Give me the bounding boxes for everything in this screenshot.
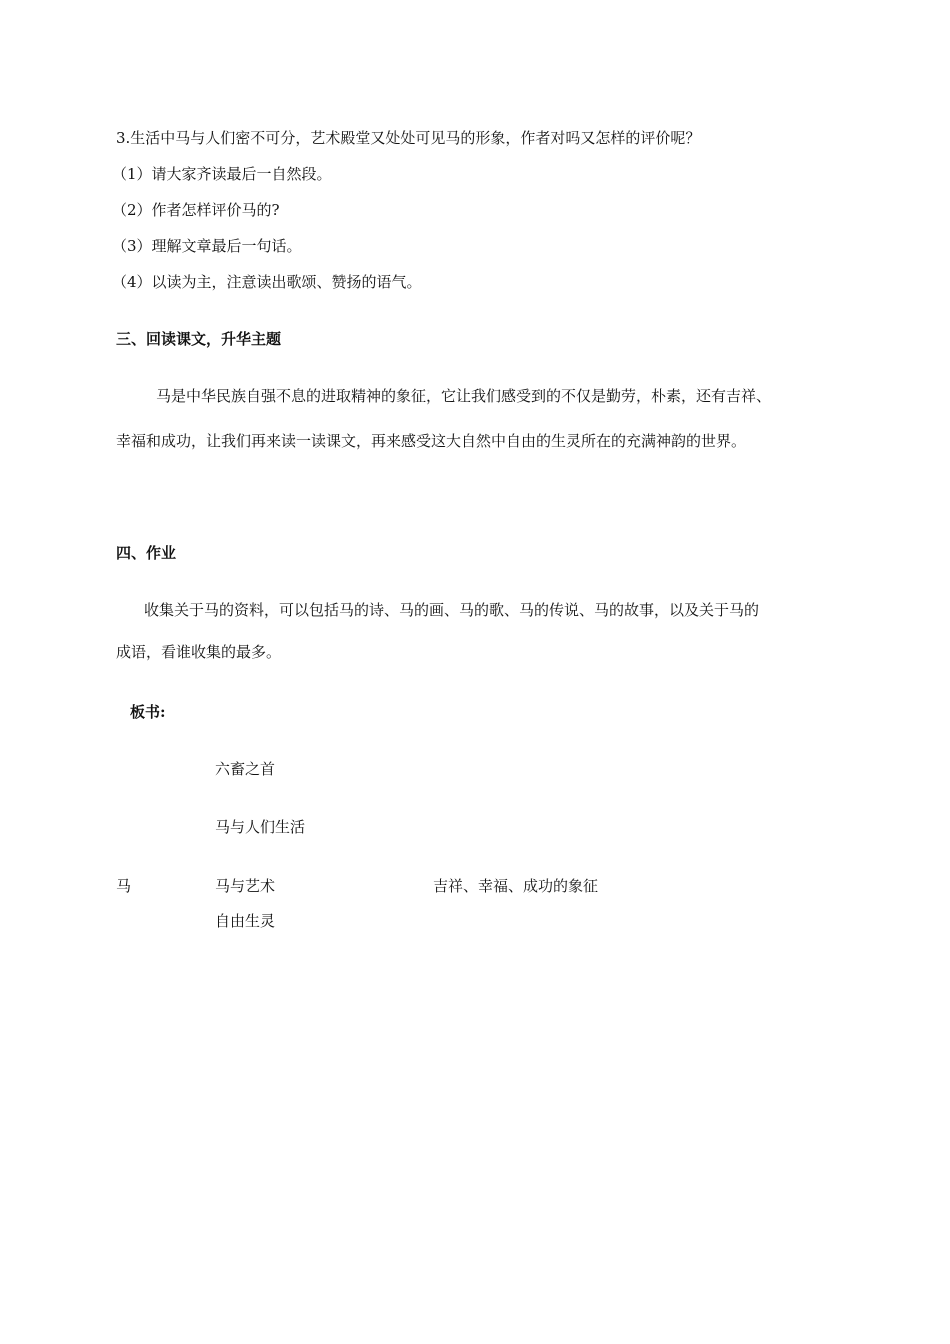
question-3-item-3: （3）理解文章最后一句话。	[112, 237, 302, 255]
board-label: 板书:	[130, 703, 166, 721]
section-3-paragraph-line-1: 马是中华民族自强不息的进取精神的象征，它让我们感受到的不仅是勤劳，朴素，还有吉祥、	[156, 387, 772, 405]
board-summary: 吉祥、幸福、成功的象征	[433, 877, 599, 895]
board-item-4: 自由生灵	[215, 912, 276, 930]
section-3-heading: 三、回读课文，升华主题	[116, 330, 282, 348]
board-item-1: 六畜之首	[215, 760, 276, 778]
section-4-paragraph-line-1: 收集关于马的资料，可以包括马的诗、马的画、马的歌、马的传说、马的故事，以及关于马的	[144, 601, 760, 619]
question-3-title: 3.生活中马与人们密不可分，艺术殿堂又处处可见马的形象，作者对吗又怎样的评价呢？	[116, 129, 701, 147]
section-4-paragraph-line-2: 成语，看谁收集的最多。	[116, 643, 282, 661]
section-3-paragraph-line-2: 幸福和成功，让我们再来读一读课文，再来感受这大自然中自由的生灵所在的充满神韵的世界。	[116, 432, 747, 450]
question-3-item-1: （1）请大家齐读最后一自然段。	[112, 165, 332, 183]
board-item-3: 马与艺术	[215, 877, 276, 895]
question-3-item-4: （4）以读为主，注意读出歌颂、赞扬的语气。	[112, 273, 422, 291]
board-item-2: 马与人们生活	[215, 818, 306, 836]
question-3-item-2: （2）作者怎样评价马的?	[112, 201, 280, 219]
board-center: 马	[116, 877, 132, 895]
section-4-heading: 四、作业	[116, 544, 177, 562]
